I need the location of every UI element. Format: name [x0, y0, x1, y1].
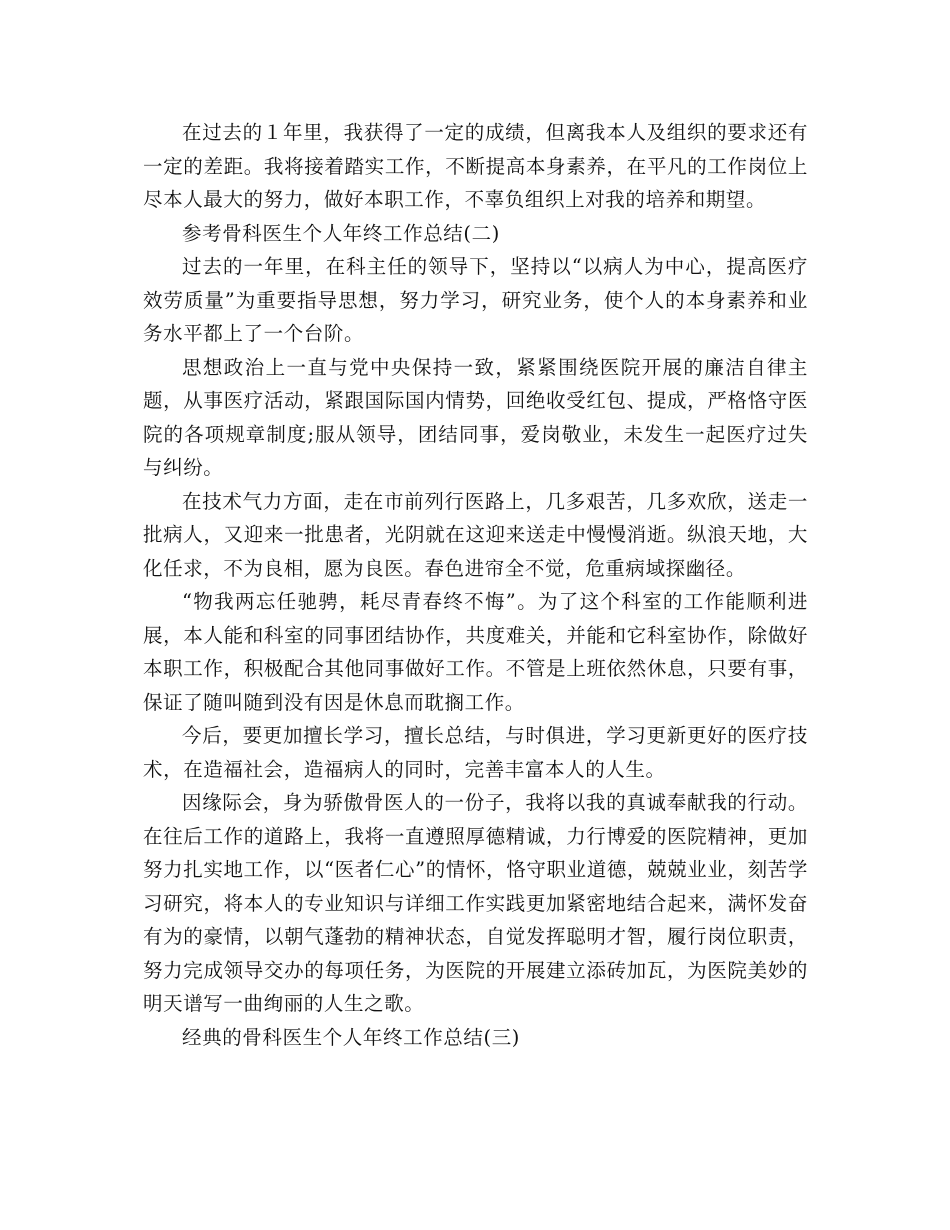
paragraph-teamwork: “物我两忘任驰骋，耗尽青春终不悔”。为了这个科室的工作能顺利进展，本人能和科室的同事团结协作，共度难关，并能和它科室协作，除做好本职工作，积极配合其他同事做好工作。不管是上班依然休息，只要有事，保证了随叫随到没有因是休息而耽搁工作。 [143, 590, 808, 714]
section-heading-3: 经典的骨科医生个人年终工作总结(三) [182, 1025, 521, 1049]
paragraph-political-ideology: 思想政治上一直与党中央保持一致，紧紧围绕医院开展的廉洁自律主题，从事医疗活动，紧跟国际国内情势，回绝收受红包、提成，严格恪守医院的各项规章制度;服从领导，团结同事，爱岗敬业，未发生一起医疗过失与纠纷。 [143, 355, 808, 479]
paragraph-closing-remarks: 在过去的１年里，我获得了一定的成绩，但离我本人及组织的要求还有一定的差距。我将接着踏实工作，不断提高本身素养，在平凡的工作岗位上尽本人最大的努力，做好本职工作，不辜负组织上对我的培养和期望。 [143, 121, 808, 211]
paragraph-commitment: 因缘际会，身为骄傲骨医人的一份子，我将以我的真诚奉献我的行动。在往后工作的道路上，我将一直遵照厚德精诚，力行博爱的医院精神，更加努力扎实地工作，以“医者仁心”的情怀，恪守职业道德，兢兢业业，刻苦学习研究，将本人的专业知识与详细工作实践更加紧密地结合起来，满怀发奋有为的豪情，以朝气蓬勃的精神状态，自觉发挥聪明才智，履行岗位职责，努力完成领导交办的每项任务，为医院的开展建立添砖加瓦，为医院美妙的明天谱写一曲绚丽的人生之歌。 [143, 791, 808, 1015]
section-heading-2: 参考骨科医生个人年终工作总结(二) [182, 221, 500, 245]
paragraph-future-plans: 今后，要更加擅长学习，擅长总结，与时俱进，学习更新更好的医疗技术，在造福社会，造福病人的同时，完善丰富本人的人生。 [143, 724, 808, 781]
document-body [143, 116, 808, 1054]
paragraph-overview: 过去的一年里，在科主任的领导下，坚持以“以病人为中心，提高医疗效劳质量”为重要指导思想，努力学习，研究业务，使个人的本身素养和业务水平都上了一个台阶。 [143, 255, 808, 345]
paragraph-technical-skills: 在技术气力方面，走在市前列行医路上，几多艰苦，几多欢欣，送走一批病人，又迎来一批患者，光阴就在这迎来送走中慢慢消逝。纵浪天地，大化任求，不为良相，愿为良医。春色进帘全不觉，危重病域探幽径。 [143, 489, 808, 580]
